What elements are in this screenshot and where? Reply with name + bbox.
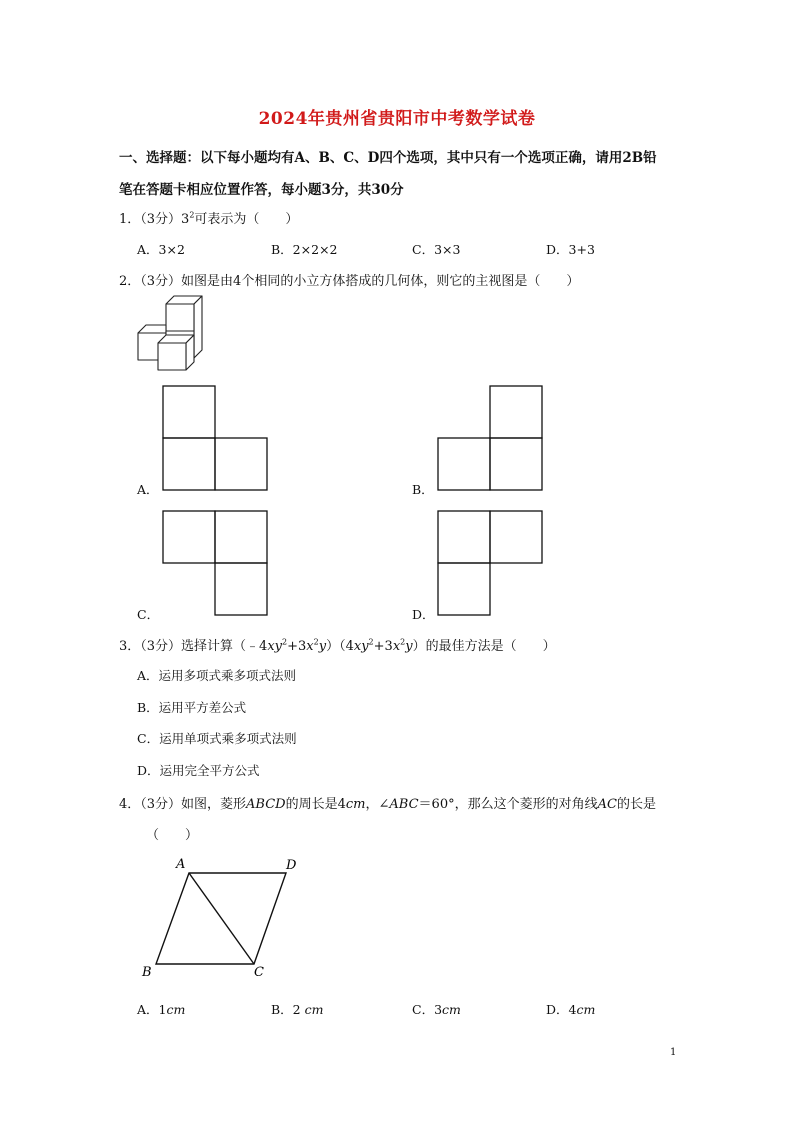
q4-option-b: B．2 cm bbox=[271, 1002, 324, 1017]
q2-option-b-figure bbox=[437, 385, 543, 491]
q1-option-c: C．3×3 bbox=[412, 242, 461, 257]
q2-option-b-label: B． bbox=[412, 482, 434, 497]
question-3-stem: 3．（3分）选择计算$(﹣4xy^2+3x^2y)(4xy^2+3x^2y)$的最佳方法是（ ） bbox=[119, 637, 556, 654]
q3-option-b: B．运用平方差公式 bbox=[137, 700, 247, 715]
q2-option-c-label: C． bbox=[137, 607, 160, 622]
section-heading-line2: 笔在答题卡相应位置作答，每小题3分，共30分 bbox=[119, 182, 404, 198]
q1-option-a: A．3×2 bbox=[137, 242, 185, 257]
q4-option-c: C．3cm bbox=[412, 1002, 461, 1017]
rhombus-figure bbox=[136, 852, 308, 982]
q1-option-d: D．3+3 bbox=[546, 242, 595, 257]
q2-option-d-label: D． bbox=[412, 607, 435, 622]
vertex-c-label: C bbox=[254, 965, 264, 980]
question-4-stem-line2: （ ） bbox=[146, 828, 199, 843]
q3-option-a: A．运用多项式乘多项式法则 bbox=[137, 668, 297, 683]
page-number: 1 bbox=[670, 1047, 677, 1058]
q3-option-d: D．运用完全平方公式 bbox=[137, 763, 260, 778]
q4-option-a: A．1cm bbox=[137, 1002, 186, 1017]
vertex-d-label: D bbox=[286, 858, 297, 873]
vertex-b-label: B bbox=[142, 965, 152, 980]
q2-option-c-figure bbox=[162, 510, 268, 616]
question-4-stem: 4．（3分）如图，菱形ABCD的周长是4cm，∠ABC＝60°，那么这个菱形的对角线AC的长是 bbox=[119, 797, 656, 812]
cube-solid-figure bbox=[130, 292, 214, 372]
vertex-a-label: A bbox=[176, 857, 186, 872]
q2-option-a-label: A． bbox=[137, 482, 159, 497]
q1-option-b: B．2×2×2 bbox=[271, 242, 338, 257]
q4-option-d: D．4cm bbox=[546, 1002, 596, 1017]
question-1-stem: 1．（3分）$3^2$可表示为（ ） bbox=[119, 210, 299, 227]
question-2-stem: 2．（3分）如图是由4个相同的小立方体搭成的几何体，则它的主视图是（ ） bbox=[119, 274, 580, 289]
q2-option-d-figure bbox=[437, 510, 543, 616]
q2-option-a-figure bbox=[162, 385, 268, 491]
page-title: 2024年贵州省贵阳市中考数学试卷 bbox=[258, 109, 536, 129]
section-heading-line1: 一、选择题：以下每小题均有A、B、C、D四个选项，其中只有一个选项正确，请用2B铅 bbox=[119, 150, 657, 166]
q3-option-c: C．运用单项式乘多项式法则 bbox=[137, 731, 297, 746]
